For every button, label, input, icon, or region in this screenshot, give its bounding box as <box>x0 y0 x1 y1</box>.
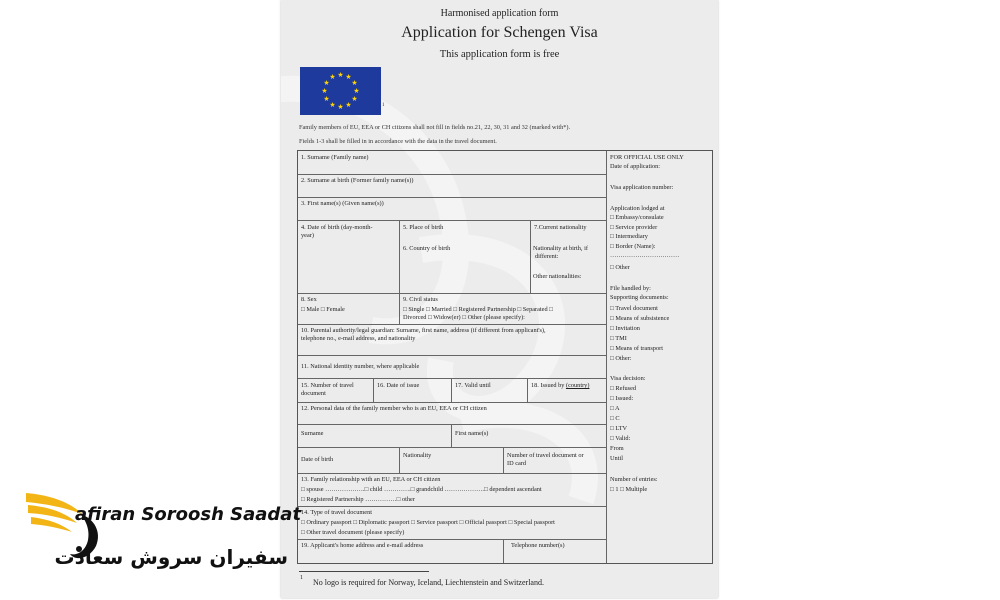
official-embassy: □ Embassy/consulate <box>610 214 664 221</box>
official-type-ltv: □ LTV <box>610 425 628 432</box>
flag-star: ★ <box>329 73 336 81</box>
free-note: This application form is free <box>439 49 560 60</box>
flag-star: ★ <box>337 103 344 111</box>
official-tmi: □ TMI <box>610 335 627 342</box>
field-2-label: 2. Surname at birth (Former family name(s)) <box>301 177 414 184</box>
form-grid <box>297 150 713 564</box>
flag-star: ★ <box>337 71 344 79</box>
official-border: □ Border (Name): <box>610 243 656 250</box>
nationality-at-birth-label-cont: different: <box>535 253 559 260</box>
official-date: Date of application: <box>610 163 661 170</box>
field-17-label: 17. Valid until <box>455 382 491 389</box>
travel-doc-type-options: □ Ordinary passport □ Diplomatic passport □ Service passport □ Official passport □ Special passport <box>301 519 555 526</box>
flag-star: ★ <box>353 87 360 95</box>
nationality-label: Nationality <box>403 452 432 459</box>
field-18-label <box>531 382 589 390</box>
first-names-label: First name(s) <box>455 430 489 437</box>
official-handled-by: File handled by: <box>610 285 651 292</box>
field-12-label: 12. Personal data of the family member who is an EU, EEA or CH citizen <box>301 405 487 412</box>
field-19-label: 19. Applicant's home address and e-mail address <box>301 542 424 549</box>
flag-star: ★ <box>345 101 352 109</box>
official-transport: □ Means of transport <box>610 345 663 352</box>
flag-star: ★ <box>351 95 358 103</box>
issued-by-country: (country) <box>565 382 590 389</box>
field-16-label: 16. Date of issue <box>377 382 420 389</box>
flag-footnote-mark: 1 <box>382 103 385 108</box>
travel-doc-type-options-cont: □ Other travel document (please specify) <box>301 529 405 536</box>
official-service-provider: □ Service provider <box>610 224 658 231</box>
footnote-mark: 1 <box>300 575 303 581</box>
official-entries-options: □ 1 □ Multiple <box>610 486 648 493</box>
field-15-label-cont: document <box>301 390 326 397</box>
civil-status-options: □ Single □ Married □ Registered Partnership □ Separated □ <box>403 306 553 313</box>
official-supporting-docs: Supporting documents: <box>610 294 669 301</box>
field-11-label: 11. National identity number, where applicable <box>301 363 420 370</box>
surname-label: Surname <box>301 430 324 437</box>
field-15-label: 15. Number of travel <box>301 382 354 389</box>
official-travel-document: □ Travel document <box>610 305 658 312</box>
brand-name-english: afiran Soroosh Saadat <box>75 504 302 525</box>
footnote-text: No logo is required for Norway, Iceland, Liechtenstein and Switzerland. <box>313 578 544 587</box>
field-7-label: 7.Current nationality <box>534 224 587 231</box>
fields-1-3-note: Fields 1-3 shall be filled in in accordance with the data in the travel document. <box>299 138 497 145</box>
field-3-label: 3. First name(s) (Given name(s)) <box>301 200 384 207</box>
official-use-heading: FOR OFFICIAL USE ONLY <box>610 154 684 161</box>
application-form-page <box>281 0 718 598</box>
official-number-of-entries: Number of entries: <box>610 476 658 483</box>
field-6-label: 6. Country of birth <box>403 245 451 252</box>
dob-label: Date of birth <box>301 456 334 463</box>
telephone-label: Telephone number(s) <box>511 542 565 549</box>
official-intermediary: □ Intermediary <box>610 233 648 240</box>
field-1-label: 1. Surname (Family name) <box>301 154 369 161</box>
official-other-docs: □ Other: <box>610 355 632 362</box>
family-members-note: Family members of EU, EEA or CH citizens shall not fill in fields no.21, 22, 30, 31 and 32 (marked with*). <box>299 124 571 131</box>
flag-star: ★ <box>329 101 336 109</box>
eu-flag-icon <box>300 67 381 115</box>
official-from: From <box>610 445 624 452</box>
nationality-at-birth-label: Nationality at birth, if <box>533 245 588 252</box>
flag-star: ★ <box>323 95 330 103</box>
field-4-label-cont: year) <box>301 232 314 239</box>
flag-star: ★ <box>323 79 330 87</box>
official-valid: □ Valid: <box>610 435 631 442</box>
sex-options: □ Male □ Female <box>301 306 345 313</box>
official-other: □ Other <box>610 264 630 271</box>
official-until: Until <box>610 455 623 462</box>
field-10-label: 10. Parental authority/legal guardian: Surname, first name, address (if different from applicant's), <box>301 327 546 334</box>
issued-by-text: 18. Issued by <box>531 382 565 389</box>
official-visa-number: Visa application number: <box>610 184 674 191</box>
official-lodged-at: Application lodged at <box>610 205 665 212</box>
official-issued: □ Issued: <box>610 395 634 402</box>
flag-star: ★ <box>351 79 358 87</box>
official-visa-decision: Visa decision: <box>610 375 646 382</box>
form-title: Application for Schengen Visa <box>401 24 598 41</box>
relationship-options: □ spouse ……………….□ child ………….□ grandchild ……………….□ dependent ascendant <box>301 486 542 493</box>
field-8-label: 8. Sex <box>301 296 317 303</box>
official-border-dots: …………………………… <box>610 252 680 259</box>
relationship-options-cont: □ Registered Partnership ……………□ other <box>301 496 415 503</box>
travel-doc-number-label-cont: ID card <box>507 460 527 467</box>
harmonised-label: Harmonised application form <box>440 8 559 19</box>
travel-doc-number-label: Number of travel document or <box>507 452 584 459</box>
field-9-label: 9. Civil status <box>403 296 438 303</box>
brand-name-persian: سفیران سروش سعادت <box>54 545 288 569</box>
official-subsistence: □ Means of subsistence <box>610 315 670 322</box>
flag-star: ★ <box>345 73 352 81</box>
flag-star: ★ <box>321 87 328 95</box>
official-type-a: □ A <box>610 405 620 412</box>
official-invitation: □ Invitation <box>610 325 640 332</box>
field-4-label: 4. Date of birth (day-month- <box>301 224 373 231</box>
other-nationalities-label: Other nationalities: <box>533 273 582 280</box>
field-10-label-cont: telephone no., e-mail address, and nationality <box>301 335 416 342</box>
official-type-c: □ C <box>610 415 620 422</box>
official-refused: □ Refused <box>610 385 637 392</box>
field-13-label: 13. Family relationship with an EU, EEA or CH citizen <box>301 476 441 483</box>
field-14-label: 14. Type of travel document <box>301 509 372 516</box>
civil-status-options-cont: Divorced □ Widow(er) □ Other (please specify): <box>403 314 525 321</box>
field-5-label: 5. Place of birth <box>403 224 444 231</box>
